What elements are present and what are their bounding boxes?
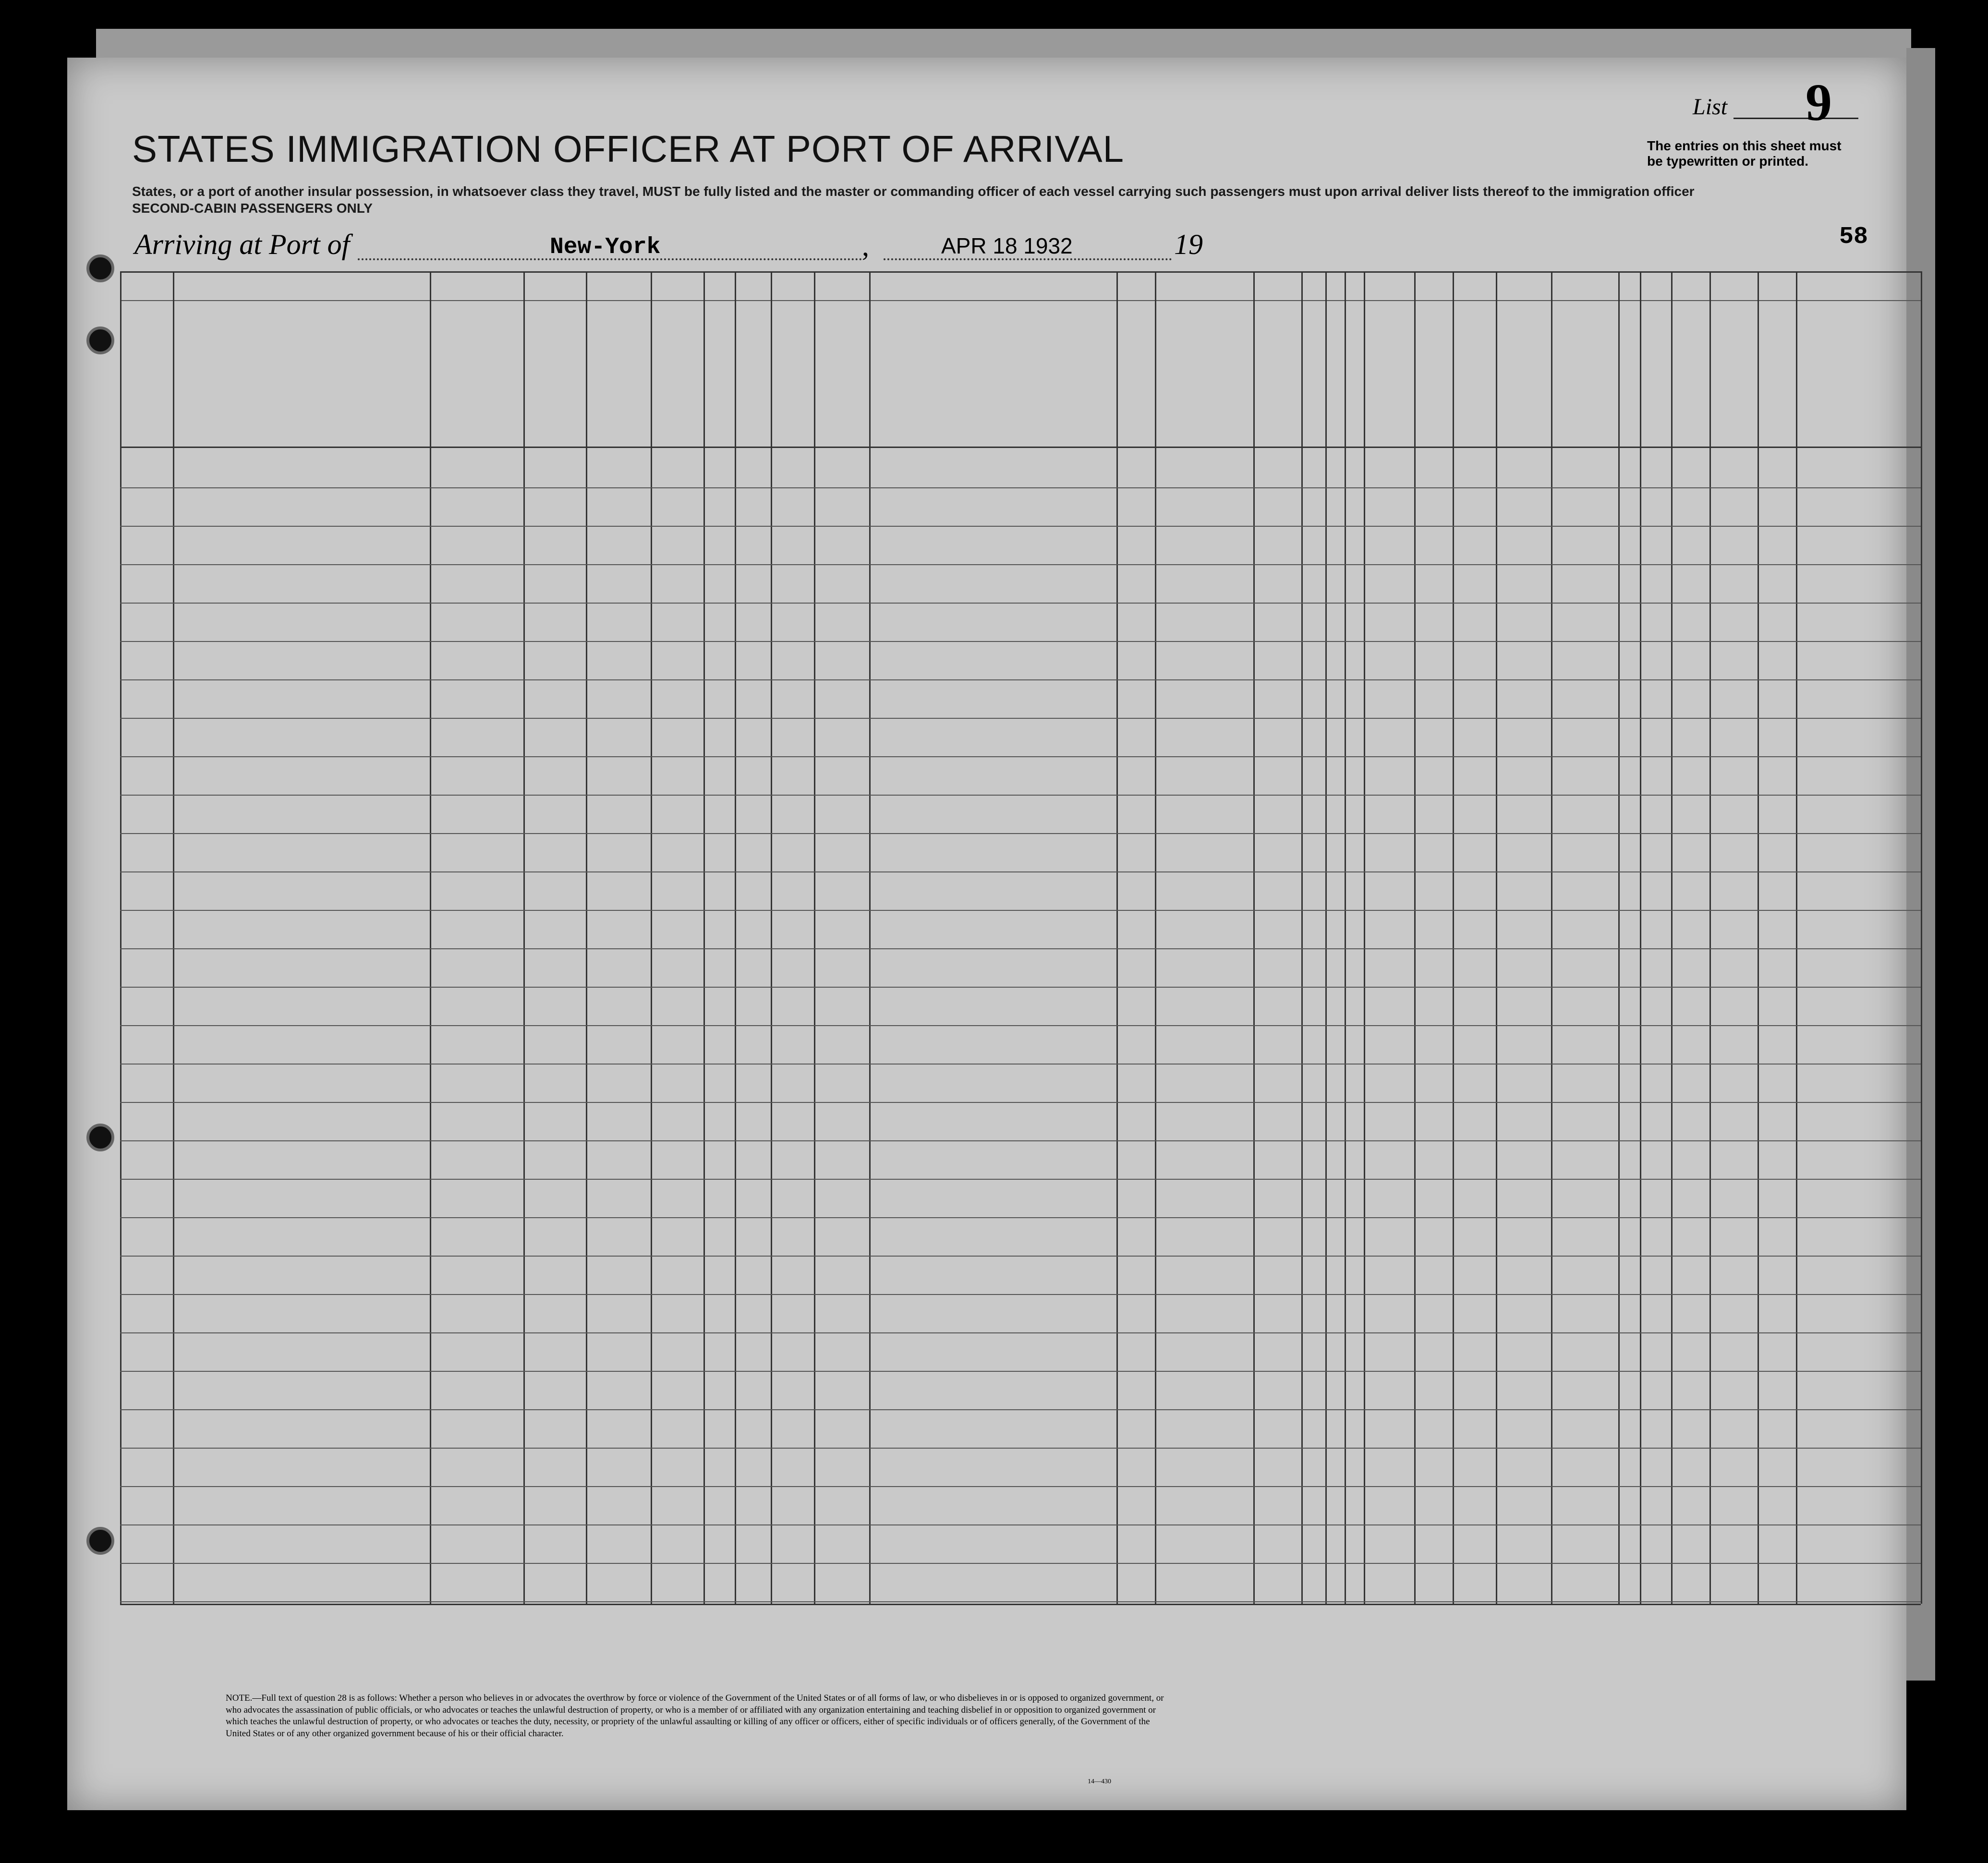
list-label: List	[1693, 94, 1728, 120]
row-rule	[120, 1409, 1921, 1410]
column-rule	[1618, 271, 1620, 1604]
row-rule	[120, 1601, 1921, 1602]
column-rule	[1796, 271, 1797, 1604]
row-rule	[120, 1486, 1921, 1487]
column-rule	[735, 271, 736, 1604]
column-rule	[1758, 271, 1759, 1604]
column-rule	[1345, 271, 1346, 1604]
row-rule	[120, 487, 1921, 488]
column-rule	[523, 271, 525, 1604]
row-rule	[120, 1371, 1921, 1372]
column-rule	[771, 271, 772, 1604]
column-rule	[1364, 271, 1365, 1604]
comma-separator: ,	[862, 230, 869, 262]
form-number: 14—430	[1088, 1778, 1111, 1785]
row-rule	[120, 1332, 1921, 1333]
colnum-rule	[120, 300, 1921, 301]
row-rule	[120, 679, 1921, 680]
table-top-rule	[120, 271, 1921, 273]
port-name: New-York	[550, 234, 661, 260]
row-rule	[120, 564, 1921, 565]
column-rule	[651, 271, 652, 1604]
date-stamp: APR 18 1932	[941, 233, 1073, 258]
footnote: NOTE.—Full text of question 28 is as follows: Whether a person who believes in or advocates the overthrow by force or violence of the Government of the United States or of all forms of law, or who disbelieves in or is opposed to organized government, or who advocates the assassination of public officials, or who advocates or teaches the unlawful destruction of property, or who is a member of or affiliated with any organization entertaining and teaching disbelief in or opposition to organized government or which teaches the unlawful destruction of property, or who advocates or teaches the duty, necessity, or propriety of the unlawful assaulting or killing of any officer or officers, either of specific individuals or of officers generally, of the Government of the United States or of any other organized government because of his or their official character.	[226, 1693, 1164, 1739]
row-rule	[120, 1140, 1921, 1141]
row-rule	[120, 756, 1921, 757]
row-rule	[120, 910, 1921, 911]
row-rule	[120, 1217, 1921, 1218]
arriving-label: Arriving at Port of	[134, 229, 350, 260]
column-rule	[586, 271, 587, 1604]
column-rule	[814, 271, 815, 1604]
row-rule	[120, 641, 1921, 642]
column-rule	[1155, 271, 1156, 1604]
column-rule	[869, 271, 871, 1604]
row-rule	[120, 1025, 1921, 1026]
row-rule	[120, 948, 1921, 949]
column-rule	[1325, 271, 1327, 1604]
table-bottom-rule	[120, 1604, 1921, 1605]
column-rule	[703, 271, 705, 1604]
column-rule	[1709, 271, 1711, 1604]
column-rule	[1640, 271, 1641, 1604]
list-number: 9	[1806, 73, 1832, 132]
cabin-class-label: SECOND-CABIN PASSENGERS ONLY	[132, 201, 373, 216]
row-rule	[120, 871, 1921, 872]
row-rule	[120, 1256, 1921, 1257]
column-rule	[1453, 271, 1454, 1604]
year-prefix: 19	[1174, 229, 1203, 260]
row-rule	[120, 718, 1921, 719]
row-rule	[120, 1102, 1921, 1103]
column-rule	[1671, 271, 1673, 1604]
column-rule	[1116, 271, 1118, 1604]
corner-number: 58	[1839, 223, 1868, 251]
column-rule	[1301, 271, 1303, 1604]
row-rule	[120, 526, 1921, 527]
row-rule	[120, 833, 1921, 834]
instruction-text: States, or a port of another insular possession, in whatsoever class they travel, MUST be fully listed and the master or commanding officer of each vessel carrying such passengers must upon arrival deliver lists thereof to the immigration officer	[132, 184, 1695, 199]
page-title: STATES IMMIGRATION OFFICER AT PORT OF ARRIVAL	[132, 128, 1125, 170]
row-rule	[120, 795, 1921, 796]
column-rule	[430, 271, 431, 1604]
row-rule	[120, 1064, 1921, 1065]
row-rule	[120, 1563, 1921, 1564]
column-rule	[1551, 271, 1552, 1604]
row-rule	[120, 1179, 1921, 1180]
row-rule	[120, 1294, 1921, 1295]
column-rule	[1921, 271, 1922, 1604]
column-rule	[1414, 271, 1416, 1604]
column-rule	[173, 271, 174, 1604]
column-rule	[1253, 271, 1255, 1604]
typewritten-note-2: be typewritten or printed.	[1647, 154, 1809, 169]
row-rule	[120, 1524, 1921, 1525]
column-rule	[1496, 271, 1497, 1604]
row-rule	[120, 603, 1921, 604]
typewritten-note-1: The entries on this sheet must	[1647, 138, 1842, 153]
row-rule	[120, 987, 1921, 988]
header-bottom-rule	[120, 447, 1921, 448]
row-rule	[120, 1448, 1921, 1449]
column-rule	[120, 271, 121, 1604]
